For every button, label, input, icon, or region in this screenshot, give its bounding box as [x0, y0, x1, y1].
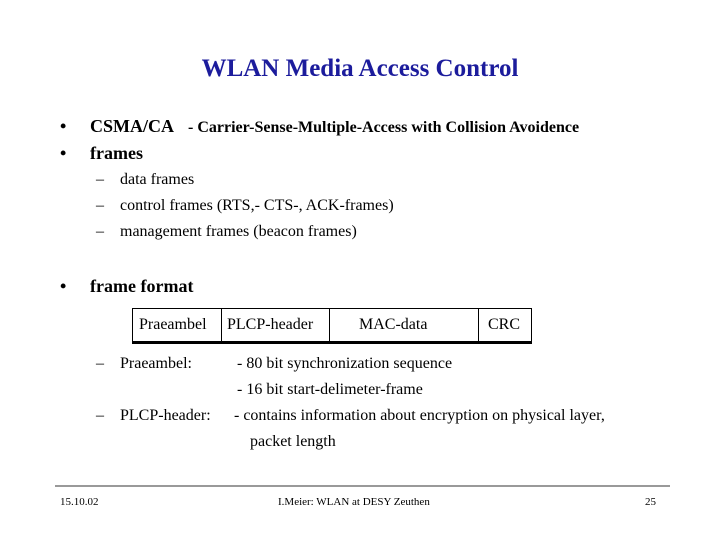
footer-page-number: 25 [645, 496, 656, 508]
frame-divider [221, 308, 222, 341]
frame-format-diagram [132, 308, 532, 344]
bullet-text: frames [90, 143, 143, 163]
detail-label: Praeambel: [120, 355, 192, 372]
bullet-csma-ca [60, 116, 579, 137]
detail-line: - 80 bit synchronization sequence [237, 355, 453, 372]
bullet-text: frame format [90, 276, 194, 296]
dash-marker: – [96, 355, 104, 372]
frame-field-mac-data: MAC-data [359, 315, 428, 333]
detail-plcp-label [96, 407, 211, 425]
bullet-marker: • [60, 276, 67, 296]
frame-type-text: management frames (beacon frames) [120, 223, 357, 240]
detail-praeambel-label [96, 355, 192, 373]
detail-line: packet length [250, 433, 336, 450]
bullet-frames [60, 143, 143, 164]
frame-type-item [96, 171, 194, 189]
frame-divider [478, 308, 479, 341]
dash-marker: – [96, 171, 104, 188]
footer-rule [55, 485, 670, 487]
frame-field-crc: CRC [488, 315, 521, 333]
dash-marker: – [96, 223, 104, 240]
frame-divider [329, 308, 330, 341]
detail-label: PLCP-header: [120, 407, 211, 424]
frame-type-text: data frames [120, 171, 195, 188]
bullet-frame-format [60, 276, 193, 297]
footer-author: I.Meier: WLAN at DESY Zeuthen [278, 496, 430, 508]
frame-type-text: control frames (RTS,- CTS-, ACK-frames) [120, 197, 394, 214]
frame-type-item [96, 223, 357, 241]
detail-line: - 16 bit start-delimeter-frame [237, 381, 423, 398]
bullet-subtext: - Carrier-Sense-Multiple-Access with Collision Avoidence [188, 119, 580, 136]
dash-marker: – [96, 407, 104, 424]
slide-title: WLAN Media Access Control [201, 55, 519, 82]
detail-line: - contains information about encryption on physical layer, [234, 407, 605, 424]
frame-field-praeambel: Praeambel [139, 315, 207, 333]
bullet-text: CSMA/CA [90, 116, 174, 136]
bullet-marker: • [60, 143, 67, 163]
dash-marker: – [96, 197, 104, 214]
frame-field-plcp-header: PLCP-header [227, 315, 314, 333]
bullet-marker: • [60, 116, 67, 136]
footer-date: 15.10.02 [60, 496, 99, 508]
frame-type-item [96, 197, 394, 215]
